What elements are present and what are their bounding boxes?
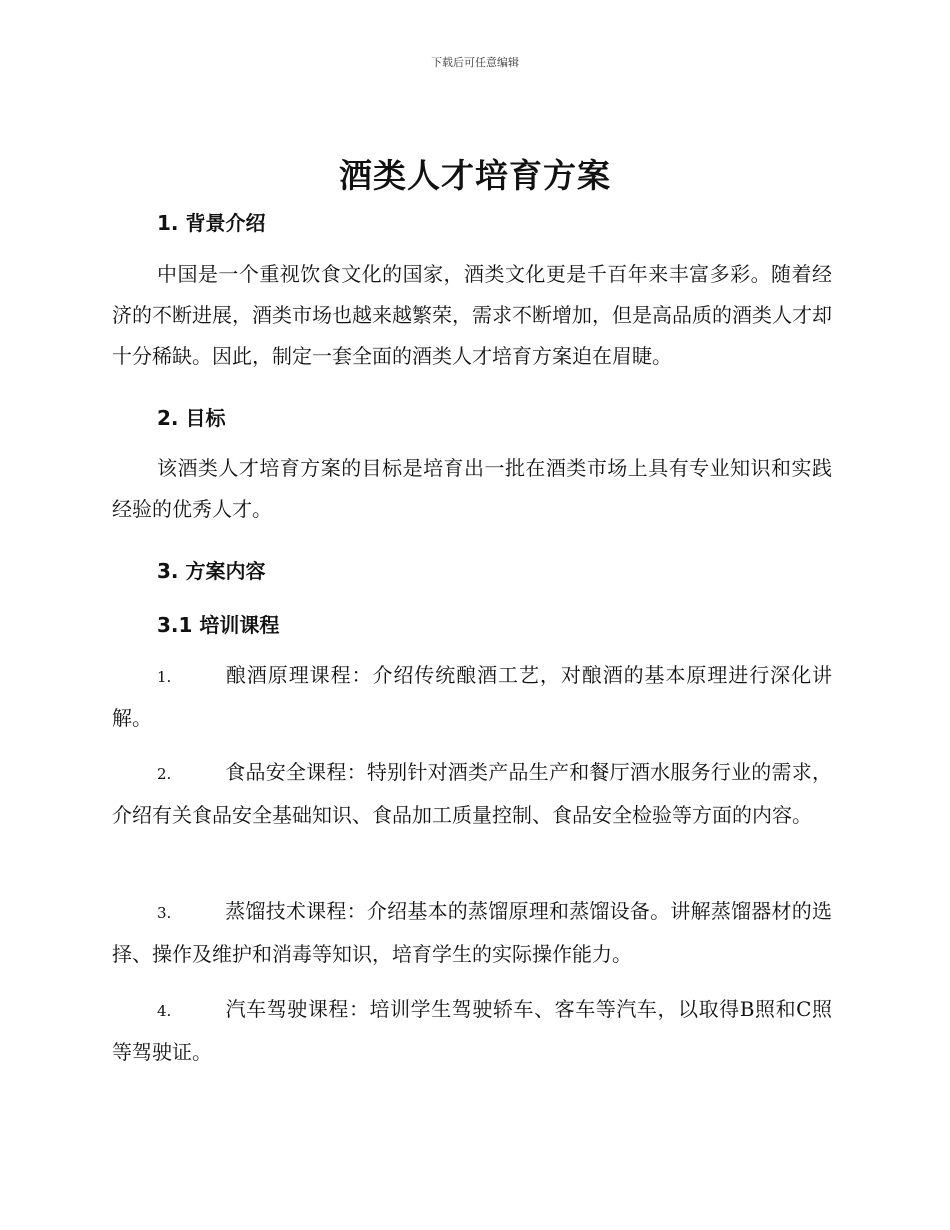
course-item-number: 3. [157, 904, 172, 922]
course-item [112, 891, 832, 975]
section-heading-background: 1. 背景介绍 [157, 211, 266, 235]
course-item-number: 4. [157, 1002, 172, 1020]
course-item-number: 2. [157, 765, 172, 783]
course-item [112, 989, 832, 1073]
course-item [112, 655, 832, 739]
header-note: 下载后可任意编辑 [431, 56, 519, 69]
paragraph-background: 中国是一个重视饮食文化的国家，酒类文化更是千百年来丰富多彩。随着经济的不断进展，酒类市场也越来越繁荣，需求不断增加，但是高品质的酒类人才却十分稀缺。因此，制定一套全面的酒类人才培育方案迫在眉睫。 [112, 262, 832, 368]
section-heading-content: 3. 方案内容 [157, 559, 266, 583]
course-item-text: 汽车驾驶课程：培训学生驾驶轿车、客车等汽车，以取得B照和C照等驾驶证。 [112, 997, 832, 1064]
subsection-heading-courses: 3.1 培训课程 [157, 613, 280, 637]
course-item-text: 酿酒原理课程：介绍传统酿酒工艺，对酿酒的基本原理进行深化讲解。 [112, 663, 832, 730]
course-item [112, 752, 832, 836]
paragraph-goal: 该酒类人才培育方案的目标是培育出一批在酒类市场上具有专业知识和实践经验的优秀人才。 [112, 456, 832, 521]
course-item-text: 食品安全课程：特别针对酒类产品生产和餐厅酒水服务行业的需求，介绍有关食品安全基础知识、食品加工质量控制、食品安全检验等方面的内容。 [112, 760, 832, 827]
course-item-number: 1. [157, 668, 172, 686]
course-item-text: 蒸馏技术课程：介绍基本的蒸馏原理和蒸馏设备。讲解蒸馏器材的选择、操作及维护和消毒等知识，培育学生的实际操作能力。 [112, 899, 832, 966]
section-heading-goal: 2. 目标 [157, 406, 226, 430]
document-title: 酒类人才培育方案 [339, 156, 611, 195]
